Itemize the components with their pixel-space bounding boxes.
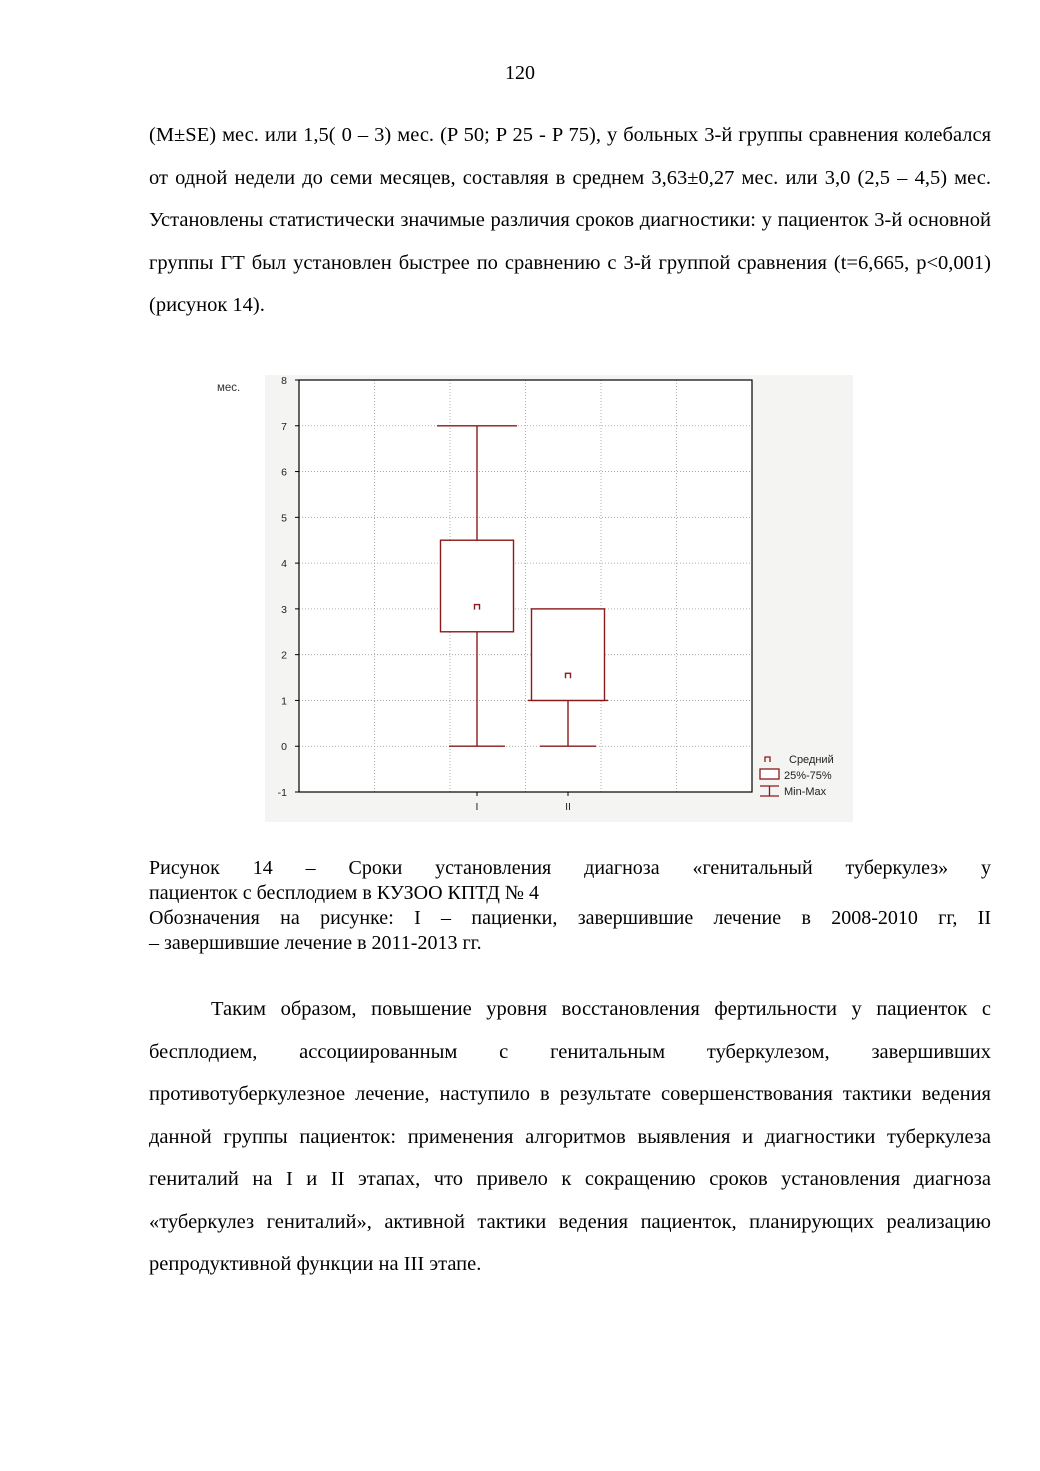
caption-line-1: Рисунок 14 – Сроки установления диагноза «генитальный туберкулез» у: [149, 857, 991, 879]
legend-range-icon: [760, 786, 779, 796]
y-axis-label: мес.: [217, 382, 241, 394]
y-tick-label: -1: [277, 787, 287, 799]
legend-range-label: Min-Max: [784, 786, 827, 798]
legend-box-icon: [760, 769, 779, 779]
caption-line-3: Обозначения на рисунке: I – пациенки, завершившие лечение в 2008-2010 гг, II: [149, 907, 991, 929]
y-tick-label: 8: [281, 375, 287, 387]
legend-mean-icon: [765, 757, 770, 762]
y-tick-label: 3: [281, 603, 287, 616]
legend-box-label: 25%-75%: [784, 770, 832, 782]
y-tick-label: 1: [281, 695, 287, 708]
box-iqr: [532, 609, 605, 701]
page-number: 120: [505, 62, 535, 84]
y-tick-label: 4: [281, 558, 287, 571]
y-tick-label: 7: [281, 420, 287, 433]
caption-line-2: пациенток с бесплодием в КУЗОО КПТД № 4: [149, 882, 539, 904]
box-iqr: [441, 540, 514, 632]
body-paragraph-1: (M±SE) мес. или 1,5( 0 – 3) мес. (P 50; P 25 - P 75), у больных 3-й группы сравнения колебался от одной недели до семи месяцев, составляя в среднем 3,63±0,27 мес. или 3,0 (2,5 – 4,5) мес. Установлены статистически значимые различия сроков диагностики: у пациенток 3-й основной группы ГТ был установлен быстрее по сравнению с 3-й группой сравнения (t=6,665, p<0,001) (рисунок 14).: [149, 124, 991, 316]
legend-mean-label: Средний: [789, 754, 834, 766]
y-tick-label: 0: [281, 741, 287, 754]
body-paragraph-2: Таким образом, повышение уровня восстановления фертильности у пациенток с бесплодием, ассоциированным с генитальным туберкулезом, завершивших противотуберкулезное лечение, наступило в результате совершенствования тактики ведения данной группы пациенток: применения алгоритмов выявления и диагностики туберкулеза гениталий на I и II этапах, что привело к сокращению сроков установления диагноза «туберкулез гениталий», активной тактики ведения пациенток, планирующих реализацию репродуктивной функции на III этапе.: [149, 998, 991, 1275]
y-tick-label: 2: [281, 649, 287, 662]
caption-line-4: – завершившие лечение в 2011-2013 гг.: [149, 932, 482, 954]
y-tick-label: 5: [281, 512, 287, 525]
boxplot-chart: [217, 375, 853, 822]
y-tick-label: 6: [281, 466, 287, 479]
x-tick-label: II: [565, 801, 571, 813]
plot-area: [299, 380, 752, 792]
x-tick-label: I: [475, 801, 479, 813]
figure-caption: [149, 856, 991, 956]
boxplot-figure: [217, 375, 853, 822]
